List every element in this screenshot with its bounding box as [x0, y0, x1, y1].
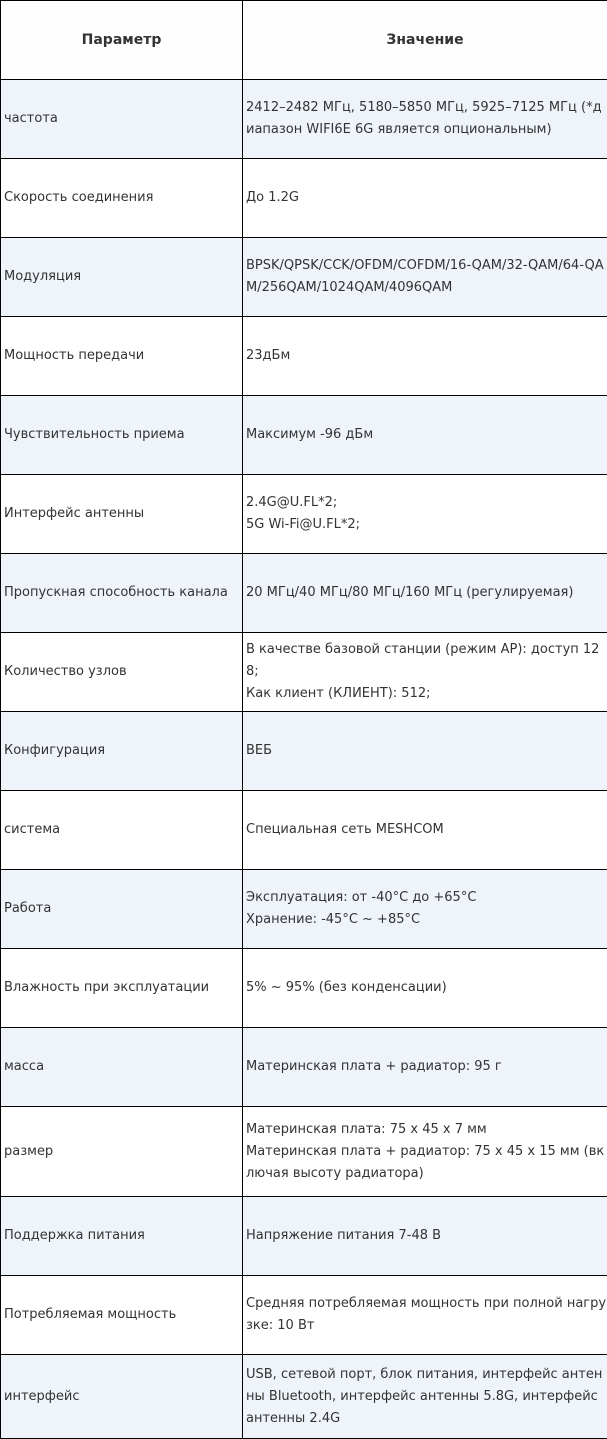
value-line: Материнская плата + радиатор: 95 г: [246, 1059, 502, 1074]
parameter-cell: Конфигурация: [1, 712, 243, 791]
value-cell: [243, 949, 607, 1028]
parameter-cell: Пропускная способность канала: [1, 554, 243, 633]
table-row: [1, 633, 607, 712]
value-line: 5G Wi-Fi@U.FL*2;: [246, 517, 361, 532]
value-cell: [243, 159, 607, 238]
value-line: Специальная сеть MESHCOM: [246, 822, 444, 837]
table-row: [1, 159, 607, 238]
value-line: ВЕБ: [246, 743, 273, 758]
table-row: [1, 238, 607, 317]
table-row: [1, 949, 607, 1028]
value-line: Материнская плата + радиатор: 75 x 45 x 15 мм (включая высоту радиатора): [246, 1143, 605, 1181]
table-row: [1, 1355, 607, 1439]
table-header-row: [1, 1, 607, 80]
value-line: Как клиент (КЛИЕНТ): 512;: [246, 686, 431, 701]
value-line: В качестве базовой станции (режим AP): доступ 128;: [246, 642, 600, 679]
value-cell: [243, 396, 607, 475]
value-cell: [243, 712, 607, 791]
value-cell: [243, 1355, 607, 1439]
value-cell: [243, 317, 607, 396]
value-cell: [243, 1107, 607, 1197]
value-cell: [243, 870, 607, 949]
table-row: [1, 554, 607, 633]
value-cell: [243, 633, 607, 712]
value-line: Эксплуатация: от -40°C до +65°C: [246, 890, 477, 905]
value-cell: [243, 80, 607, 159]
table-body: [1, 80, 607, 1439]
table-row: [1, 475, 607, 554]
parameter-cell: Мощность передачи: [1, 317, 243, 396]
parameter-cell: Модуляция: [1, 238, 243, 317]
value-cell: [243, 1276, 607, 1355]
value-line: Материнская плата: 75 x 45 x 7 мм: [246, 1121, 487, 1137]
header-value: Значение: [243, 1, 607, 80]
value-line: Хранение: -45°C ~ +85°C: [246, 912, 421, 927]
parameter-cell: Интерфейс антенны: [1, 475, 243, 554]
value-cell: [243, 475, 607, 554]
parameter-cell: масса: [1, 1028, 243, 1107]
table-row: [1, 396, 607, 475]
parameter-cell: Чувствительность приема: [1, 396, 243, 475]
table-row: [1, 80, 607, 159]
table-row: [1, 712, 607, 791]
value-line: BPSK/QPSK/CCK/OFDM/COFDM/16-QAM/32-QAM/64-QAM/256QAM/1024QAM/4096QAM: [246, 258, 604, 295]
parameter-cell: интерфейс: [1, 1355, 243, 1439]
parameter-cell: Влажность при эксплуатации: [1, 949, 243, 1028]
table-row: [1, 870, 607, 949]
parameter-cell: размер: [1, 1107, 243, 1197]
table-row: [1, 1276, 607, 1355]
parameter-cell: Количество узлов: [1, 633, 243, 712]
value-cell: [243, 554, 607, 633]
value-line: Максимум -96 дБм: [246, 427, 374, 442]
parameter-cell: Потребляемая мощность: [1, 1276, 243, 1355]
value-line: 23дБм: [246, 348, 291, 363]
header-parameter: Параметр: [1, 1, 243, 80]
value-line: Напряжение питания 7-48 В: [246, 1228, 442, 1243]
parameter-cell: Работа: [1, 870, 243, 949]
value-cell: [243, 1028, 607, 1107]
table-row: [1, 1107, 607, 1197]
table-row: [1, 317, 607, 396]
value-line: До 1.2G: [246, 190, 299, 205]
table-row: [1, 791, 607, 870]
parameter-cell: Скорость соединения: [1, 159, 243, 238]
value-line: 2412–2482 МГц, 5180–5850 МГц, 5925–7125 МГц (*диапазон WIFI6E 6G является опциональным): [246, 100, 602, 137]
value-line: Средняя потребляемая мощность при полной нагрузке: 10 Вт: [246, 1296, 607, 1333]
value-line: USB, сетевой порт, блок питания, интерфейс антенны Bluetooth, интерфейс антенны 5.8G, интерфейс антенны 2.4G: [246, 1366, 603, 1426]
value-cell: [243, 238, 607, 317]
value-cell: [243, 1197, 607, 1276]
parameter-cell: система: [1, 791, 243, 870]
value-cell: [243, 791, 607, 870]
table-row: [1, 1197, 607, 1276]
value-line: 2.4G@U.FL*2;: [246, 495, 338, 510]
value-line: 20 МГц/40 МГц/80 МГц/160 МГц (регулируемая): [246, 585, 574, 600]
value-line: 5% ~ 95% (без конденсации): [246, 980, 447, 995]
parameter-cell: Поддержка питания: [1, 1197, 243, 1276]
table-row: [1, 1028, 607, 1107]
parameter-cell: частота: [1, 80, 243, 159]
